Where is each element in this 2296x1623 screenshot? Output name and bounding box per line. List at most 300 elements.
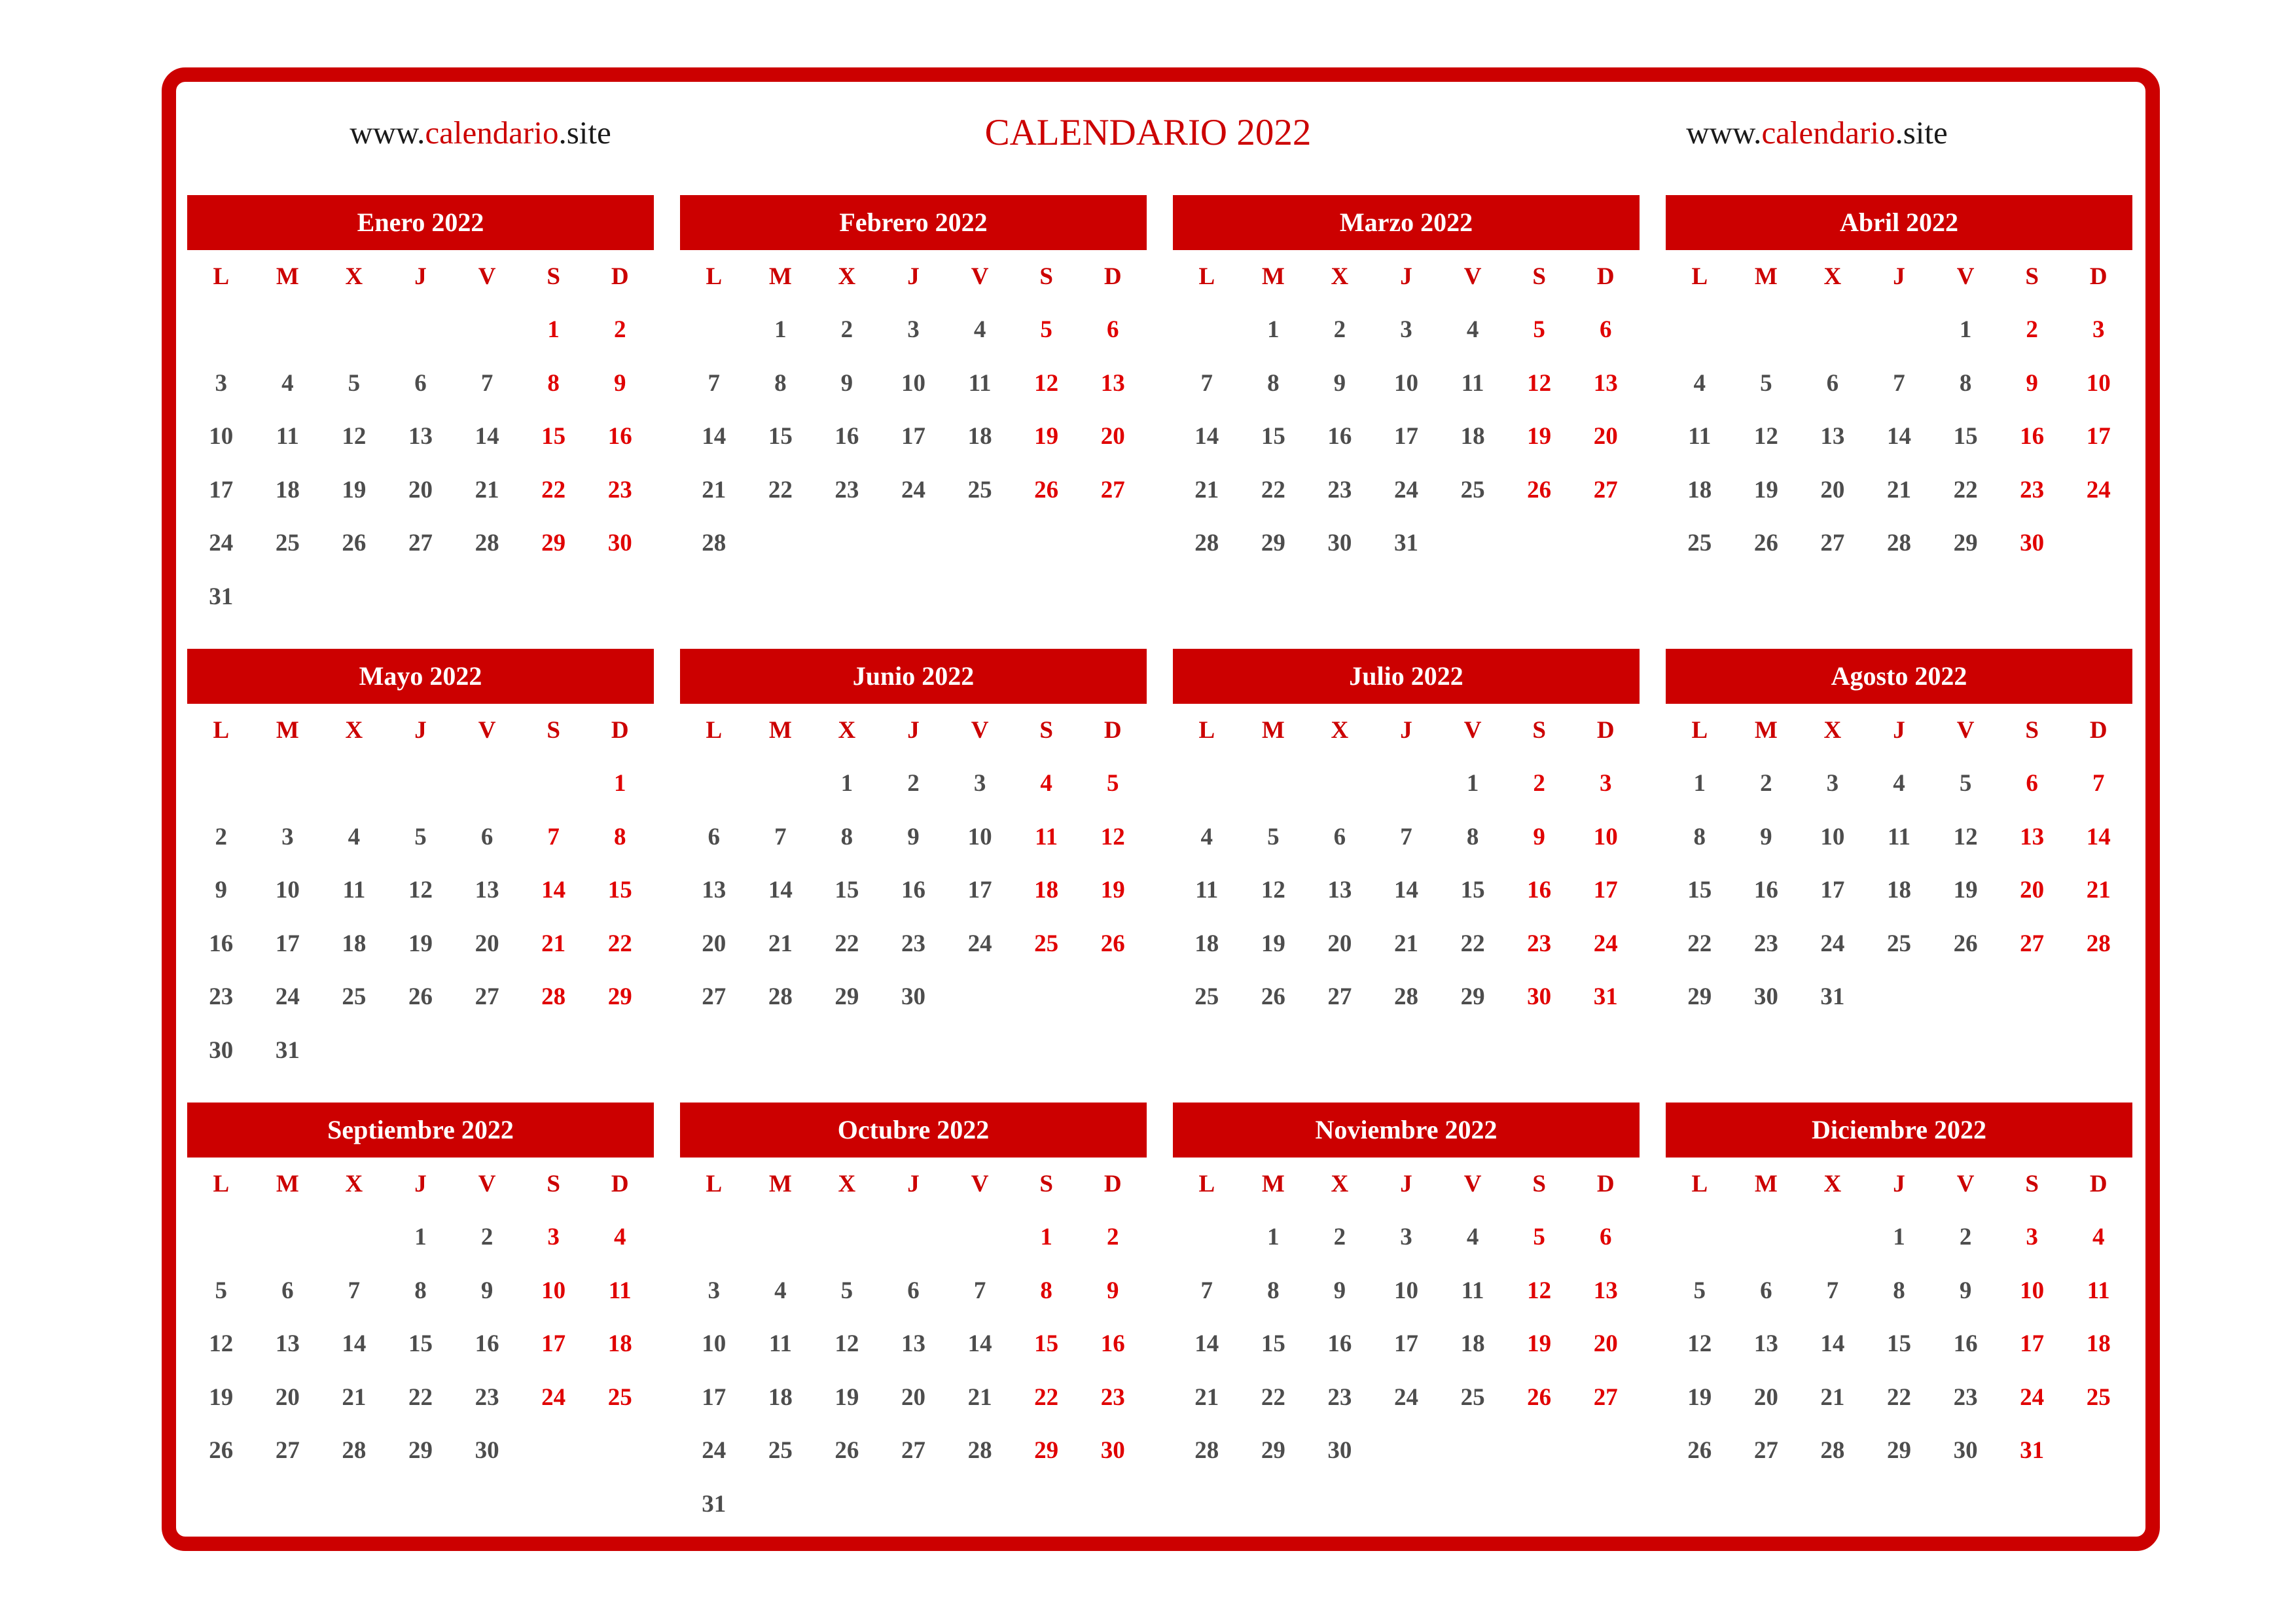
day-cell: 31 <box>2020 1437 2045 1464</box>
month-title: Septiembre 2022 <box>187 1103 654 1158</box>
empty-day-cell <box>1306 757 1373 811</box>
day-cell: 16 <box>901 877 925 903</box>
day-cell: 10 <box>1393 369 1418 397</box>
weekday-label: V <box>971 717 989 744</box>
day-cell: 19 <box>1753 476 1778 503</box>
day-cell: 9 <box>1333 369 1346 397</box>
day-cell: 24 <box>1393 1383 1418 1411</box>
empty-day-cell <box>321 303 387 357</box>
day-cell: 18 <box>1886 877 1911 903</box>
day-cell: 18 <box>1460 423 1485 450</box>
day-cell: 19 <box>1527 423 1552 450</box>
day-cell: 8 <box>613 823 626 850</box>
day-cell: 18 <box>2086 1330 2111 1357</box>
day-cell: 13 <box>475 877 499 903</box>
day-cell: 5 <box>1533 316 1545 343</box>
month-title: Enero 2022 <box>187 195 654 250</box>
weekday-row <box>1173 1158 1640 1211</box>
day-cell: 26 <box>834 1437 859 1464</box>
empty-day-cell <box>321 757 387 811</box>
day-cell: 14 <box>541 877 566 903</box>
empty-day-cell <box>1572 1424 1639 1478</box>
day-cell: 1 <box>1267 316 1280 343</box>
day-cell: 26 <box>1687 1437 1712 1464</box>
day-cell: 13 <box>1593 1277 1618 1304</box>
weekday-label: J <box>1893 1171 1905 1197</box>
weekday-row <box>680 704 1147 757</box>
weekday-row <box>187 1158 654 1211</box>
weekday-label: L <box>1691 263 1708 290</box>
day-cell: 24 <box>1593 930 1618 957</box>
day-cell: 9 <box>2026 369 2038 397</box>
day-cell: 1 <box>1959 316 1972 343</box>
empty-day-cell <box>255 1211 321 1264</box>
day-cell: 22 <box>408 1383 433 1411</box>
day-cell: 9 <box>1533 823 1545 850</box>
day-cell: 21 <box>1194 1383 1219 1411</box>
day-cell: 30 <box>1327 530 1352 556</box>
weekday-label: L <box>706 717 723 744</box>
day-cell: 7 <box>1200 369 1213 397</box>
day-cell: 11 <box>342 877 366 903</box>
weekday-label: V <box>478 717 496 744</box>
day-cell: 1 <box>1040 1224 1052 1250</box>
days-grid <box>187 757 654 1077</box>
weekday-label: X <box>345 263 363 290</box>
day-cell: 18 <box>1460 1330 1485 1357</box>
day-cell: 12 <box>1953 823 1978 850</box>
day-cell: 27 <box>1753 1437 1778 1464</box>
weekday-label: S <box>2025 717 2039 744</box>
day-cell: 25 <box>1194 983 1219 1010</box>
day-cell: 23 <box>475 1383 499 1411</box>
weekday-label: V <box>1463 1171 1482 1197</box>
day-cell: 4 <box>1693 369 1706 397</box>
day-cell: 18 <box>967 423 992 450</box>
day-cell: 20 <box>275 1383 300 1411</box>
weekday-label: X <box>838 1171 856 1197</box>
day-cell: 30 <box>209 1036 234 1064</box>
weekday-row <box>187 704 654 757</box>
day-cell: 7 <box>1400 823 1412 850</box>
day-cell: 28 <box>541 983 566 1010</box>
day-cell: 21 <box>1194 476 1219 503</box>
day-cell: 27 <box>1327 983 1352 1010</box>
day-cell: 11 <box>608 1277 632 1304</box>
day-cell: 30 <box>1753 983 1778 1010</box>
day-cell: 7 <box>348 1277 361 1304</box>
day-cell: 6 <box>1826 369 1839 397</box>
empty-day-cell <box>1013 1478 1080 1531</box>
day-cell: 30 <box>1100 1437 1125 1464</box>
weekday-label: S <box>1532 263 1546 290</box>
month-block <box>187 195 654 649</box>
day-cell: 26 <box>1527 476 1552 503</box>
empty-day-cell <box>454 757 520 811</box>
month-block <box>187 649 654 1103</box>
day-cell: 22 <box>768 476 793 503</box>
day-cell: 13 <box>2020 823 2045 850</box>
weekday-label: S <box>1532 1171 1546 1197</box>
weekday-label: M <box>768 1171 792 1197</box>
empty-day-cell <box>1572 517 1639 570</box>
days-grid <box>1666 1211 2132 1478</box>
weekday-label: J <box>1400 717 1412 744</box>
day-cell: 14 <box>1194 1330 1219 1357</box>
day-cell: 27 <box>1820 530 1845 556</box>
day-cell: 14 <box>1194 423 1219 450</box>
day-cell: 4 <box>281 369 294 397</box>
day-cell: 30 <box>2020 530 2045 556</box>
day-cell: 23 <box>607 476 632 503</box>
day-cell: 5 <box>414 823 427 850</box>
day-cell: 14 <box>342 1330 367 1357</box>
day-cell: 6 <box>1599 316 1612 343</box>
empty-day-cell <box>681 303 747 357</box>
month-title: Noviembre 2022 <box>1173 1103 1640 1158</box>
day-cell: 17 <box>702 1383 726 1411</box>
weekday-label: X <box>1823 717 1842 744</box>
weekday-row <box>1666 250 2132 303</box>
day-cell: 26 <box>1034 476 1059 503</box>
day-cell: 16 <box>209 930 234 957</box>
day-cell: 4 <box>1466 316 1479 343</box>
day-cell: 16 <box>834 423 859 450</box>
day-cell: 19 <box>209 1383 234 1411</box>
empty-day-cell <box>946 970 1013 1024</box>
day-cell: 9 <box>1959 1277 1972 1304</box>
empty-day-cell <box>681 1211 747 1264</box>
weekday-label: D <box>1103 717 1122 744</box>
days-grid <box>680 1211 1147 1531</box>
day-cell: 15 <box>607 877 632 903</box>
empty-day-cell <box>747 1478 814 1531</box>
day-cell: 8 <box>840 823 853 850</box>
day-cell: 1 <box>1267 1224 1280 1250</box>
weekday-label: V <box>971 1171 989 1197</box>
weekday-row <box>187 250 654 303</box>
day-cell: 20 <box>1593 423 1618 450</box>
day-cell: 26 <box>1261 983 1285 1010</box>
day-cell: 1 <box>840 770 853 797</box>
weekday-label: X <box>345 1171 363 1197</box>
day-cell: 12 <box>1034 369 1059 397</box>
days-grid <box>1173 757 1640 1024</box>
day-cell: 22 <box>834 930 859 957</box>
day-cell: 14 <box>475 423 499 450</box>
day-cell: 10 <box>275 877 300 903</box>
empty-day-cell <box>1666 303 1733 357</box>
day-cell: 11 <box>1888 823 1910 850</box>
weekday-row <box>1173 250 1640 303</box>
day-cell: 7 <box>2092 770 2105 797</box>
day-cell: 10 <box>1593 823 1618 850</box>
day-cell: 11 <box>1035 823 1058 850</box>
day-cell: 25 <box>2086 1383 2111 1411</box>
day-cell: 4 <box>613 1224 626 1250</box>
weekday-label: M <box>1754 717 1778 744</box>
day-cell: 6 <box>1599 1224 1612 1250</box>
day-cell: 26 <box>1753 530 1778 556</box>
empty-day-cell <box>387 757 454 811</box>
day-cell: 17 <box>2020 1330 2045 1357</box>
day-cell: 11 <box>1461 369 1484 397</box>
day-cell: 11 <box>2087 1277 2110 1304</box>
day-cell: 15 <box>1460 877 1485 903</box>
site-suffix: .site <box>1895 115 1948 151</box>
weekday-label: M <box>1261 1171 1285 1197</box>
weekday-row <box>1173 704 1640 757</box>
empty-day-cell <box>1799 1211 1866 1264</box>
weekday-label: L <box>1198 717 1215 744</box>
day-cell: 7 <box>480 369 493 397</box>
empty-day-cell <box>880 1211 947 1264</box>
day-cell: 11 <box>1461 1277 1484 1304</box>
day-cell: 25 <box>1460 1383 1485 1411</box>
day-cell: 25 <box>607 1383 632 1411</box>
day-cell: 27 <box>2020 930 2045 957</box>
empty-day-cell <box>2065 1424 2132 1478</box>
day-cell: 19 <box>342 476 367 503</box>
weekday-label: S <box>1039 1171 1053 1197</box>
weekday-row <box>680 1158 1147 1211</box>
empty-day-cell <box>520 1424 587 1478</box>
weekday-label: D <box>1103 263 1122 290</box>
day-cell: 17 <box>967 877 992 903</box>
day-cell: 14 <box>702 423 726 450</box>
day-cell: 20 <box>702 930 726 957</box>
empty-day-cell <box>1013 970 1080 1024</box>
day-cell: 15 <box>1034 1330 1059 1357</box>
weekday-label: J <box>414 717 427 744</box>
day-cell: 24 <box>901 476 925 503</box>
day-cell: 29 <box>1460 983 1485 1010</box>
day-cell: 20 <box>475 930 499 957</box>
weekday-label: X <box>1331 1171 1349 1197</box>
day-cell: 25 <box>275 530 300 556</box>
day-cell: 18 <box>1194 930 1219 957</box>
day-cell: 17 <box>1593 877 1618 903</box>
weekday-label: D <box>1596 263 1615 290</box>
day-cell: 21 <box>1820 1383 1845 1411</box>
months-grid <box>187 195 2132 1556</box>
weekday-label: M <box>768 263 792 290</box>
day-cell: 21 <box>702 476 726 503</box>
day-cell: 27 <box>475 983 499 1010</box>
month-block <box>1666 1103 2132 1556</box>
day-cell: 2 <box>2026 316 2038 343</box>
site-accent: calendario <box>1761 115 1895 151</box>
day-cell: 31 <box>209 583 234 610</box>
weekday-label: J <box>907 717 920 744</box>
weekday-label: M <box>1754 263 1778 290</box>
weekday-label: X <box>345 717 363 744</box>
day-cell: 13 <box>275 1330 300 1357</box>
empty-day-cell <box>1999 970 2066 1024</box>
day-cell: 8 <box>1267 1277 1280 1304</box>
day-cell: 5 <box>1533 1224 1545 1250</box>
weekday-label: M <box>1754 1171 1778 1197</box>
day-cell: 3 <box>973 770 986 797</box>
day-cell: 17 <box>901 423 925 450</box>
day-cell: 10 <box>541 1277 566 1304</box>
day-cell: 9 <box>1106 1277 1119 1304</box>
day-cell: 6 <box>480 823 493 850</box>
day-cell: 25 <box>1886 930 1911 957</box>
day-cell: 1 <box>1693 770 1706 797</box>
day-cell: 20 <box>1327 930 1352 957</box>
day-cell: 8 <box>1893 1277 1905 1304</box>
day-cell: 6 <box>708 823 721 850</box>
day-cell: 22 <box>607 930 632 957</box>
day-cell: 29 <box>541 530 566 556</box>
empty-day-cell <box>946 1478 1013 1531</box>
day-cell: 2 <box>1959 1224 1972 1250</box>
month-title: Mayo 2022 <box>187 649 654 704</box>
day-cell: 8 <box>1040 1277 1052 1304</box>
weekday-label: X <box>1331 717 1349 744</box>
day-cell: 29 <box>1886 1437 1911 1464</box>
empty-day-cell <box>2065 517 2132 570</box>
day-cell: 4 <box>348 823 361 850</box>
weekday-label: J <box>414 1171 427 1197</box>
day-cell: 16 <box>1327 1330 1352 1357</box>
day-cell: 14 <box>967 1330 992 1357</box>
weekday-label: S <box>1039 263 1053 290</box>
empty-day-cell <box>1506 517 1573 570</box>
empty-day-cell <box>946 1211 1013 1264</box>
site-prefix: www. <box>350 115 425 151</box>
day-cell: 6 <box>414 369 427 397</box>
day-cell: 19 <box>408 930 433 957</box>
day-cell: 8 <box>1466 823 1479 850</box>
day-cell: 12 <box>1527 369 1552 397</box>
month-block <box>680 195 1147 649</box>
day-cell: 20 <box>1753 1383 1778 1411</box>
day-cell: 17 <box>1393 423 1418 450</box>
day-cell: 14 <box>1886 423 1911 450</box>
month-title: Julio 2022 <box>1173 649 1640 704</box>
days-grid <box>1173 303 1640 570</box>
month-block <box>1173 1103 1640 1556</box>
weekday-label: J <box>1893 717 1905 744</box>
day-cell: 27 <box>901 1437 925 1464</box>
day-cell: 2 <box>480 1224 493 1250</box>
empty-day-cell <box>1506 1424 1573 1478</box>
day-cell: 21 <box>475 476 499 503</box>
day-cell: 25 <box>342 983 367 1010</box>
day-cell: 11 <box>768 1330 792 1357</box>
day-cell: 25 <box>1460 476 1485 503</box>
day-cell: 23 <box>2020 476 2045 503</box>
day-cell: 10 <box>2020 1277 2045 1304</box>
site-link-left[interactable] <box>317 110 644 156</box>
day-cell: 20 <box>1820 476 1845 503</box>
empty-day-cell <box>321 1211 387 1264</box>
day-cell: 12 <box>1753 423 1778 450</box>
weekday-label: J <box>414 263 427 290</box>
empty-day-cell <box>255 757 321 811</box>
day-cell: 24 <box>967 930 992 957</box>
weekday-label: J <box>907 1171 920 1197</box>
day-cell: 24 <box>2020 1383 2045 1411</box>
day-cell: 27 <box>275 1437 300 1464</box>
month-title: Diciembre 2022 <box>1666 1103 2132 1158</box>
day-cell: 9 <box>840 369 853 397</box>
day-cell: 23 <box>1100 1383 1125 1411</box>
day-cell: 22 <box>1034 1383 1059 1411</box>
empty-day-cell <box>1174 303 1240 357</box>
weekday-label: M <box>768 717 792 744</box>
weekday-label: L <box>1198 1171 1215 1197</box>
weekday-label: D <box>1103 1171 1122 1197</box>
day-cell: 15 <box>1687 877 1712 903</box>
day-cell: 2 <box>1760 770 1772 797</box>
weekday-label: V <box>1956 1171 1975 1197</box>
weekday-label: J <box>907 263 920 290</box>
day-cell: 16 <box>475 1330 499 1357</box>
day-cell: 18 <box>607 1330 632 1357</box>
site-accent: calendario <box>425 115 559 151</box>
empty-day-cell <box>520 757 587 811</box>
empty-day-cell <box>747 757 814 811</box>
day-cell: 9 <box>215 877 228 903</box>
weekday-label: L <box>706 1171 723 1197</box>
weekday-label: L <box>213 1171 230 1197</box>
day-cell: 4 <box>1893 770 1905 797</box>
day-cell: 13 <box>408 423 433 450</box>
day-cell: 2 <box>215 823 228 850</box>
day-cell: 27 <box>702 983 726 1010</box>
day-cell: 8 <box>1693 823 1706 850</box>
days-grid <box>680 303 1147 570</box>
day-cell: 4 <box>1466 1224 1479 1250</box>
empty-day-cell <box>2065 970 2132 1024</box>
day-cell: 6 <box>1106 316 1119 343</box>
day-cell: 12 <box>408 877 433 903</box>
day-cell: 10 <box>702 1330 726 1357</box>
day-cell: 3 <box>215 369 228 397</box>
day-cell: 21 <box>967 1383 992 1411</box>
day-cell: 7 <box>547 823 560 850</box>
weekday-label: L <box>213 717 230 744</box>
day-cell: 5 <box>840 1277 853 1304</box>
day-cell: 20 <box>2020 877 2045 903</box>
weekday-label: J <box>1400 263 1412 290</box>
day-cell: 19 <box>1261 930 1285 957</box>
weekday-label: D <box>611 717 629 744</box>
weekday-label: M <box>1261 263 1285 290</box>
empty-day-cell <box>747 1211 814 1264</box>
empty-day-cell <box>1240 757 1307 811</box>
empty-day-cell <box>188 757 255 811</box>
weekday-label: M <box>1261 717 1285 744</box>
day-cell: 27 <box>408 530 433 556</box>
day-cell: 20 <box>901 1383 925 1411</box>
days-grid <box>1173 1211 1640 1478</box>
weekday-label: M <box>276 1171 299 1197</box>
day-cell: 19 <box>1034 423 1059 450</box>
day-cell: 18 <box>342 930 367 957</box>
site-link-right[interactable] <box>1653 110 1981 156</box>
day-cell: 26 <box>1527 1383 1552 1411</box>
day-cell: 15 <box>834 877 859 903</box>
day-cell: 22 <box>1261 476 1285 503</box>
day-cell: 19 <box>1527 1330 1552 1357</box>
day-cell: 3 <box>2092 316 2105 343</box>
day-cell: 26 <box>342 530 367 556</box>
day-cell: 20 <box>408 476 433 503</box>
